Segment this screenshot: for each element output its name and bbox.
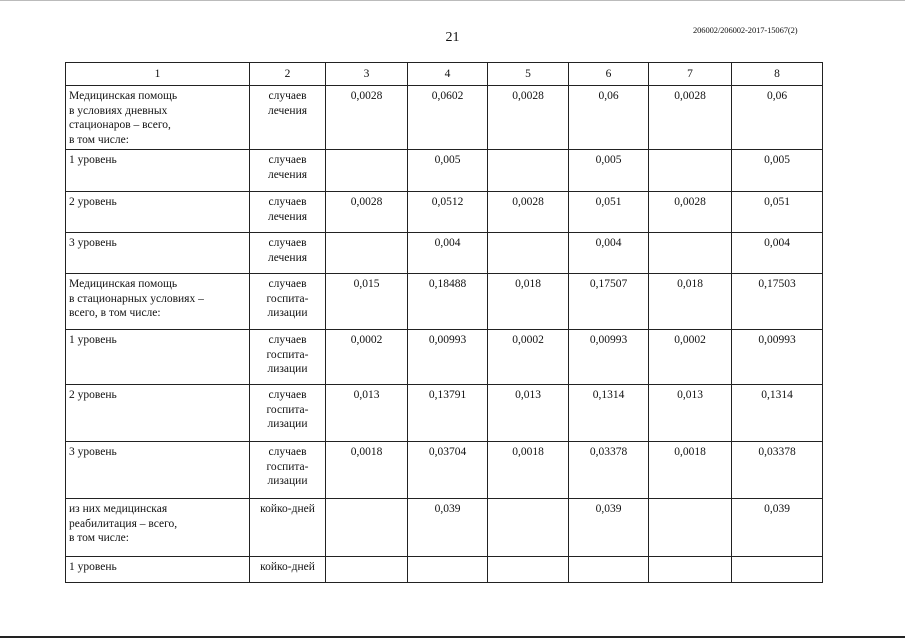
value-cell: 0,0028: [488, 86, 569, 150]
value-cell: 0,17507: [569, 274, 649, 330]
value-cell: [569, 557, 649, 583]
row-label-line: 1 уровень: [69, 561, 117, 573]
column-header: 8: [732, 63, 823, 86]
value-cell: 0,0018: [649, 442, 732, 499]
table-body: [66, 63, 823, 583]
column-header: 1: [66, 63, 250, 86]
row-label-line: 1 уровень: [69, 154, 117, 166]
unit-line: лизации: [267, 307, 308, 319]
value-cell: [408, 557, 488, 583]
row-label-line: Медицинская помощь: [69, 278, 178, 290]
column-header: 2: [250, 63, 326, 86]
row-label-line: всего, в том числе:: [69, 307, 161, 319]
value-cell: 0,0028: [326, 86, 408, 150]
value-cell: 0,1314: [569, 385, 649, 442]
unit-cell: [250, 274, 326, 330]
row-label-line: из них медицинская: [69, 503, 168, 515]
top-edge-line: [0, 0, 905, 1]
table-row: [66, 557, 823, 583]
value-cell: [326, 150, 408, 192]
unit-cell: [250, 499, 326, 557]
table-row: [66, 86, 823, 150]
value-cell: 0,1314: [732, 385, 823, 442]
value-cell: 0,0512: [408, 192, 488, 233]
value-cell: [732, 557, 823, 583]
row-label-line: 2 уровень: [69, 196, 117, 208]
row-label-line: 1 уровень: [69, 334, 117, 346]
value-cell: 0,06: [569, 86, 649, 150]
value-cell: 0,13791: [408, 385, 488, 442]
value-cell: 0,0002: [649, 330, 732, 385]
value-cell: 0,0002: [326, 330, 408, 385]
unit-line: случаев: [268, 90, 307, 102]
page-number: 21: [445, 30, 460, 45]
value-cell: 0,015: [326, 274, 408, 330]
value-cell: [326, 499, 408, 557]
unit-line: лизации: [267, 475, 308, 487]
unit-line: лизации: [267, 418, 308, 430]
value-cell: 0,18488: [408, 274, 488, 330]
table-row: [66, 499, 823, 557]
row-label-line: в условиях дневных: [69, 104, 168, 117]
row-label-line: реабилитация – всего,: [69, 517, 178, 530]
value-cell: 0,004: [732, 233, 823, 274]
table-row: [66, 330, 823, 385]
unit-cell: [250, 442, 326, 499]
value-cell: [326, 557, 408, 583]
value-cell: [488, 150, 569, 192]
value-cell: 0,03378: [569, 442, 649, 499]
unit-line: случаев: [268, 196, 307, 208]
unit-line: лечения: [267, 104, 308, 117]
column-header: 3: [326, 63, 408, 86]
row-label-line: 3 уровень: [69, 446, 117, 458]
value-cell: 0,0018: [326, 442, 408, 499]
value-cell: [649, 557, 732, 583]
row-label: [66, 330, 250, 385]
value-cell: 0,013: [326, 385, 408, 442]
value-cell: 0,018: [649, 274, 732, 330]
row-label: [66, 557, 250, 583]
unit-line: лизации: [267, 363, 308, 375]
table-row: [66, 150, 823, 192]
value-cell: 0,051: [569, 192, 649, 233]
row-label: [66, 192, 250, 233]
row-label: [66, 150, 250, 192]
value-cell: 0,018: [488, 274, 569, 330]
value-cell: [326, 233, 408, 274]
row-label-line: Медицинская помощь: [69, 90, 178, 102]
value-cell: 0,039: [569, 499, 649, 557]
value-cell: [488, 557, 569, 583]
table-row: [66, 385, 823, 442]
value-cell: [649, 233, 732, 274]
unit-line: госпита-: [266, 292, 309, 305]
unit-line: случаев: [268, 237, 307, 249]
value-cell: 0,0002: [488, 330, 569, 385]
value-cell: 0,0028: [649, 192, 732, 233]
column-header: 6: [569, 63, 649, 86]
row-label: [66, 385, 250, 442]
unit-cell: [250, 330, 326, 385]
unit-cell: [250, 192, 326, 233]
value-cell: 0,00993: [569, 330, 649, 385]
column-header: 4: [408, 63, 488, 86]
value-cell: 0,005: [569, 150, 649, 192]
unit-line: госпита-: [266, 348, 309, 361]
row-label: [66, 233, 250, 274]
value-cell: 0,013: [649, 385, 732, 442]
value-cell: 0,0018: [488, 442, 569, 499]
value-cell: [488, 233, 569, 274]
unit-cell: [250, 233, 326, 274]
value-cell: 0,039: [408, 499, 488, 557]
value-cell: 0,0602: [408, 86, 488, 150]
value-cell: 0,039: [732, 499, 823, 557]
row-label: [66, 274, 250, 330]
row-label: [66, 86, 250, 150]
value-cell: 0,03378: [732, 442, 823, 499]
unit-line: койко-дней: [260, 503, 315, 515]
row-label-line: в том числе:: [69, 532, 129, 544]
column-header: 7: [649, 63, 732, 86]
unit-line: случаев: [268, 389, 307, 401]
value-cell: [488, 499, 569, 557]
row-label: [66, 499, 250, 557]
table-header-row: [66, 63, 823, 86]
unit-cell: [250, 385, 326, 442]
unit-line: случаев: [268, 334, 307, 346]
column-header: 5: [488, 63, 569, 86]
row-label-line: в стационарных условиях –: [69, 292, 204, 305]
unit-line: лечения: [267, 251, 308, 264]
table-row: [66, 192, 823, 233]
unit-line: лечения: [267, 210, 308, 223]
unit-cell: [250, 150, 326, 192]
unit-line: лечения: [267, 168, 308, 181]
bottom-edge-line: [0, 636, 905, 638]
value-cell: 0,0028: [649, 86, 732, 150]
row-label-line: стационаров – всего,: [69, 119, 171, 131]
value-cell: 0,004: [569, 233, 649, 274]
unit-line: госпита-: [266, 460, 309, 473]
value-cell: 0,004: [408, 233, 488, 274]
row-label-line: 2 уровень: [69, 389, 117, 401]
unit-line: госпита-: [266, 403, 309, 416]
value-cell: 0,0028: [326, 192, 408, 233]
value-cell: 0,005: [732, 150, 823, 192]
table-row: [66, 233, 823, 274]
unit-cell: [250, 557, 326, 583]
unit-line: случаев: [268, 278, 307, 290]
unit-line: случаев: [268, 446, 307, 458]
table-row: [66, 274, 823, 330]
row-label: [66, 442, 250, 499]
unit-cell: [250, 86, 326, 150]
value-cell: [649, 499, 732, 557]
row-label-line: в том числе:: [69, 133, 129, 146]
table-row: [66, 442, 823, 499]
value-cell: 0,005: [408, 150, 488, 192]
value-cell: 0,00993: [732, 330, 823, 385]
value-cell: 0,17503: [732, 274, 823, 330]
unit-line: случаев: [268, 154, 307, 166]
document-code: 206002/206002-2017-15067(2): [693, 25, 798, 35]
statistics-table: [65, 62, 823, 583]
value-cell: 0,0028: [488, 192, 569, 233]
value-cell: 0,00993: [408, 330, 488, 385]
row-label-line: 3 уровень: [69, 237, 117, 249]
value-cell: [649, 150, 732, 192]
value-cell: 0,03704: [408, 442, 488, 499]
value-cell: 0,06: [732, 86, 823, 150]
value-cell: 0,051: [732, 192, 823, 233]
unit-line: койко-дней: [260, 561, 315, 573]
value-cell: 0,013: [488, 385, 569, 442]
